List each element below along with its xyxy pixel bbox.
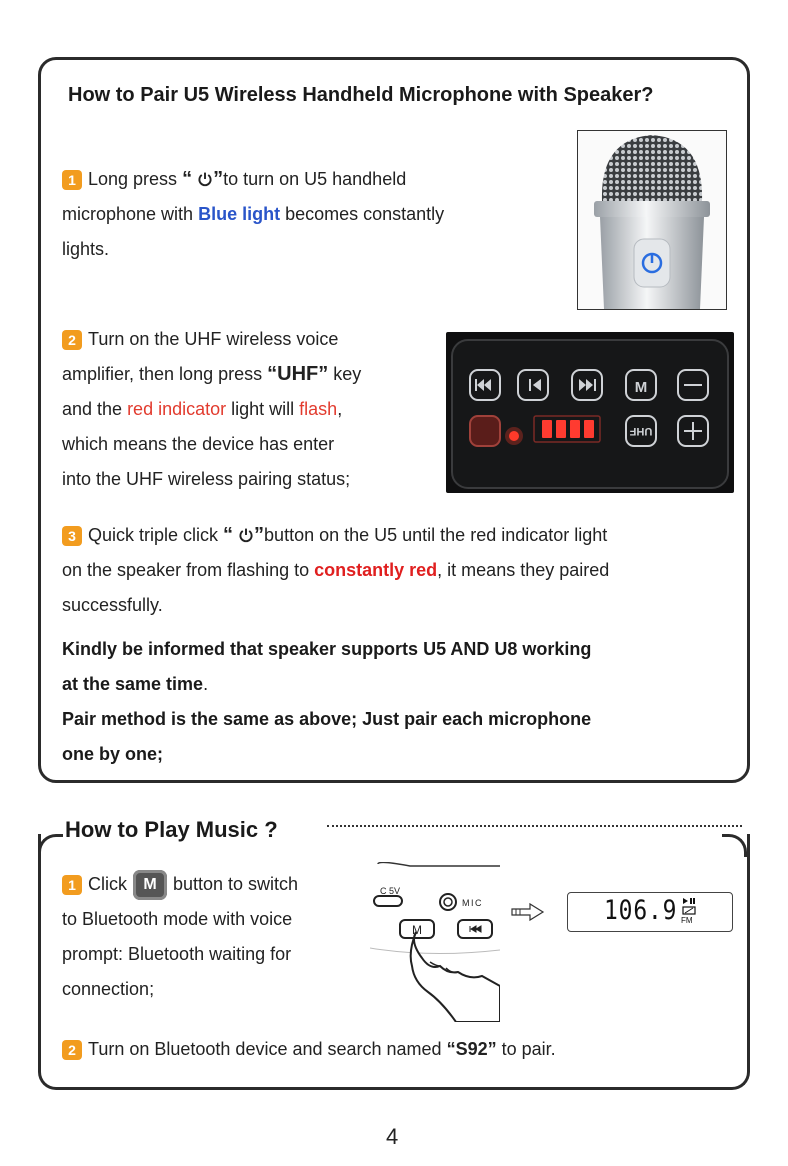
frequency-readout: 106.9 xyxy=(604,895,678,926)
fm-label: FM xyxy=(681,916,693,925)
music-step2-badge: 2 xyxy=(62,1040,82,1060)
power-icon xyxy=(238,527,254,543)
music-step1-text: 1 Click M button to switch to Bluetooth mode with voice prompt: Bluetooth waiting for connection; xyxy=(62,867,367,1007)
page-number: 4 xyxy=(386,1124,399,1149)
music-section-title: How to Play Music ? xyxy=(65,817,282,843)
panel-m-label: M xyxy=(634,379,648,396)
device-m-label: M xyxy=(412,923,422,937)
device-name-highlight: “S92” xyxy=(446,1039,497,1059)
speaker-control-panel-photo xyxy=(446,332,734,493)
step3-badge: 3 xyxy=(62,526,82,546)
music-step1-badge: 1 xyxy=(62,875,82,895)
power-icon xyxy=(197,171,213,187)
note-line-4: one by one; xyxy=(62,744,164,764)
fm-display xyxy=(567,892,733,932)
note-line-3: Pair method is the same as above; Just pair each microphone xyxy=(62,709,592,729)
step1-badge: 1 xyxy=(62,170,82,190)
device-press-illustration xyxy=(370,862,500,1022)
step2-badge: 2 xyxy=(62,330,82,350)
title-dotted-leader xyxy=(327,825,742,827)
step3-text: 3 Quick triple click “ ”button on the U5 until the red indicator light on the speaker from flashing to constantly red, it means they paired successfully. xyxy=(62,524,610,615)
arrow-right-icon xyxy=(510,902,546,922)
note-line-1: Kindly be informed that speaker supports U5 AND U8 working xyxy=(62,639,592,659)
step2-text: 2 Turn on the UHF wireless voice amplifier, then long press “UHF” key and the red indicator light will flash, which means the device has enter into the UHF wireless pairing status; xyxy=(62,329,362,489)
m-button-icon: M xyxy=(133,870,167,900)
dc-port-label: C 5V xyxy=(380,886,401,896)
microphone-photo xyxy=(577,130,727,310)
note-line-2: at the same time. xyxy=(62,674,209,694)
pairing-section-title: How to Pair U5 Wireless Handheld Microphone with Speaker? xyxy=(68,84,654,106)
blue-light-highlight: Blue light xyxy=(198,204,281,224)
music-step2-text: 2 Turn on Bluetooth device and search named “S92” to pair. xyxy=(62,1032,742,1067)
step1-text: 1 Long press “ ”to turn on U5 handheld microphone with Blue light becomes constantly lights. xyxy=(62,168,445,259)
constantly-red-highlight: constantly red xyxy=(314,560,438,580)
mic-port-label: MIC xyxy=(462,898,483,908)
panel-uhf-label: UHF xyxy=(629,425,653,437)
